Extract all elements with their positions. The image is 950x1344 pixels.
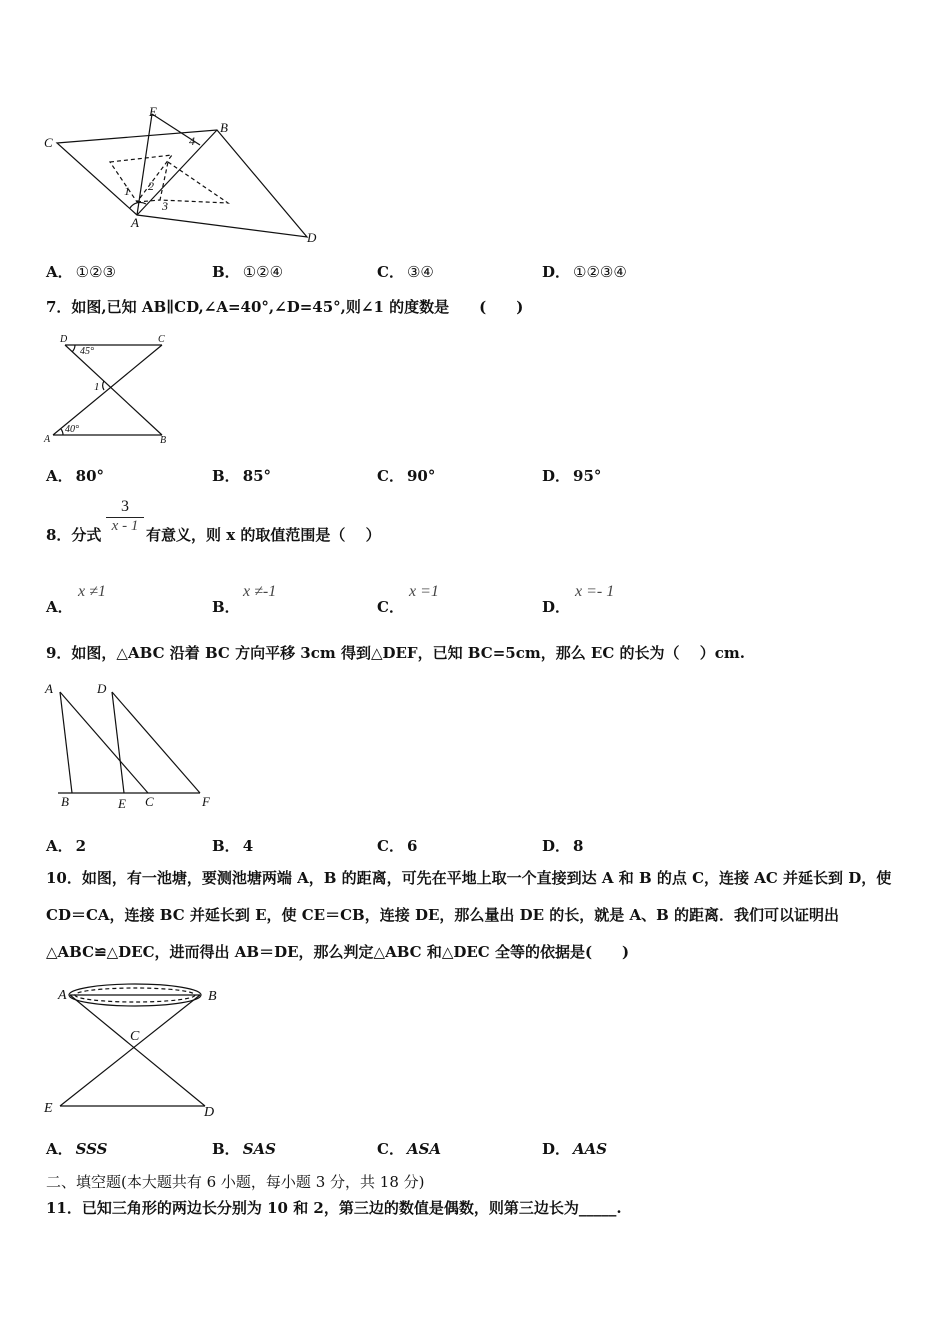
q10-label-a: A (58, 988, 67, 1003)
q9-option-b[interactable]: B． 4 (212, 837, 254, 855)
section-heading: 二、填空题(本大题共有 6 小题，每小题 3 分，共 18 分) (46, 1173, 425, 1191)
q6-option-d[interactable]: D． ①②③④ (542, 263, 627, 281)
q7-option-b[interactable]: B． 85° (212, 467, 272, 485)
q6-label-d: D (307, 230, 317, 245)
q8-numerator: 3 (106, 498, 144, 518)
q10-option-b[interactable]: B． SAS (212, 1140, 276, 1158)
q10-figure (40, 978, 230, 1123)
q9-figure (40, 678, 220, 813)
q7-label-d: D (60, 334, 68, 345)
q9-label-c: C (145, 794, 154, 809)
q9-label-f: F (202, 794, 210, 809)
q7-angle-1: 1 (94, 381, 100, 393)
q10-label-e: E (44, 1101, 53, 1116)
q6-label-a: A (131, 215, 139, 230)
q6-quadrilateral (57, 130, 307, 237)
q6-angle-4: 4 (189, 134, 195, 148)
q9-label-d: D (97, 681, 107, 696)
q9-line-df (112, 692, 200, 793)
q8-option-d-value: x =- 1 (575, 583, 615, 600)
q9-option-a[interactable]: A． 2 (46, 837, 87, 855)
q6-label-c: C (44, 135, 53, 150)
q7-option-c[interactable]: C． 90° (377, 467, 436, 485)
q7-angle-d-value: 45° (80, 346, 94, 357)
q6-line-ae (137, 114, 152, 215)
q6-label-b: B (220, 120, 228, 135)
q9-option-d[interactable]: D． 8 (542, 837, 584, 855)
q8-prefix: 8．分式 (46, 526, 102, 544)
q9-line-de (112, 692, 124, 793)
q6-option-b[interactable]: B． ①②④ (212, 263, 284, 281)
q7-option-a[interactable]: A． 80° (46, 467, 105, 485)
q6-angle-2: 2 (148, 179, 154, 193)
q7-figure (40, 330, 180, 446)
q10-option-d[interactable]: D． AAS (542, 1140, 608, 1158)
q7-stem: 7．如图,已知 AB∥CD,∠A=40°,∠D=45°,则∠1 的度数是 ( ) (46, 298, 524, 316)
q6-option-a[interactable]: A． ①②③ (46, 263, 116, 281)
q6-label-e: E (149, 104, 157, 119)
q6-angle-3: 3 (162, 199, 168, 213)
q10-stem: 10．如图，有一池塘，要测池塘两端 A，B 的距离，可先在平地上取一个直接到达 A 和 B 的点 C，连接 AC 并延长到 D，使 CD＝CA，连接 BC 并延长到 E，使 CE＝CB，连接 DE，那么量出 DE 的长，就是 A、B 的距离．我们可以证明出△ABC≌△DEC，进而得出 AB＝DE，那么判定△ABC 和△DEC 全等的依据是( ) (46, 869, 892, 961)
q8-suffix: 有意义，则 x 的取值范围是（ ） (146, 526, 381, 544)
q9-label-e: E (118, 796, 126, 811)
q8-option-c-value: x =1 (409, 583, 439, 600)
q7-arc-d (72, 345, 75, 352)
q6-angle-1: 1 (124, 184, 130, 198)
q9-stem: 9．如图，△ABC 沿着 BC 方向平移 3cm 得到△DEF，已知 BC=5cm，那么 EC 的长为（ ）cm. (46, 644, 745, 662)
q7-line-ca (53, 345, 162, 435)
q7-line-db (65, 345, 162, 435)
q11-stem: 11．已知三角形的两边长分别为 10 和 2，第三边的数值是偶数，则第三边长为_____. (46, 1199, 622, 1217)
q7-option-d[interactable]: D． 95° (542, 467, 602, 485)
q10-line-be (60, 995, 200, 1106)
q7-label-a: A (44, 434, 51, 445)
q8-option-d[interactable]: D． (542, 598, 571, 616)
q7-label-c: C (158, 334, 165, 345)
q9-label-b: B (61, 794, 69, 809)
q6-line-ab (137, 130, 217, 215)
q8-option-a[interactable]: A． (46, 598, 73, 616)
q8-option-c[interactable]: C． (377, 598, 404, 616)
q6-dashed-triangle-right (160, 162, 228, 203)
q10-label-d: D (204, 1105, 215, 1120)
q8-option-a-value: x ≠1 (78, 583, 106, 600)
q9-label-a: A (45, 681, 53, 696)
q10-label-c: C (130, 1029, 140, 1044)
q8-option-b-value: x ≠-1 (243, 583, 277, 600)
q6-dashed-link (137, 200, 160, 202)
q7-angle-a-value: 40° (65, 424, 79, 435)
q7-arc-a (61, 429, 63, 435)
q10-line-ad (70, 995, 205, 1106)
q10-option-a[interactable]: A． SSS (46, 1140, 108, 1158)
q6-dashed-triangle-left (110, 155, 172, 202)
q9-line-ac (60, 692, 148, 793)
q8-denominator: x - 1 (111, 518, 139, 534)
q9-option-c[interactable]: C． 6 (377, 837, 418, 855)
q9-line-ab (60, 692, 72, 793)
q10-label-b: B (208, 989, 217, 1004)
q8-fraction (106, 498, 144, 535)
q6-option-c[interactable]: C． ③④ (377, 263, 434, 281)
q6-figure (40, 100, 330, 250)
q7-arc-1 (103, 381, 104, 390)
q8-option-b[interactable]: B． (212, 598, 240, 616)
q7-label-b: B (160, 435, 167, 446)
q10-option-c[interactable]: C． ASA (377, 1140, 442, 1158)
